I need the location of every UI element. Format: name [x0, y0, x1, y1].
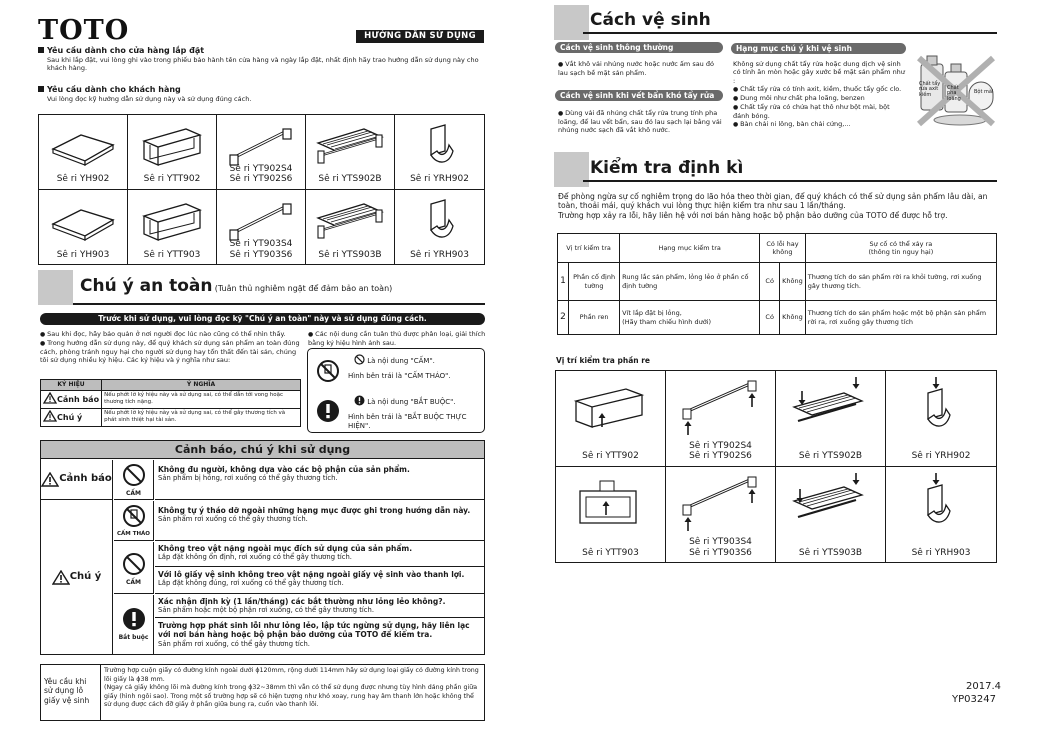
warning-row: Trường hợp phát sinh lỗi như lỏng lẻo, lập tức ngừng sử dụng, hãy liên lạc với nơi bán hàng hoặc bộ phận bảo dưỡng của TOTO để kiểm tra. Sản phẩm rơi xuống, có thể gây thương tích. [158, 621, 470, 648]
product-label: Sê ri YRH902 [911, 451, 971, 462]
symbol-meaning: Nếu phớt lờ ký hiệu này và sử dụng sai, có thể gây thương tích và phát sinh thiệt hại tài sản. [102, 408, 301, 426]
inspection-title: Kiểm tra định kì [590, 158, 744, 178]
inspection-header: Vị trí kiểm tra [558, 234, 620, 263]
product-label: Sê ri YT902S4 Sê ri YT902S6 [229, 163, 293, 185]
safety-subtitle: (Tuân thủ nghiêm ngặt để đảm bảo an toàn) [214, 284, 393, 293]
symbol-label: Cảnh báo [57, 394, 100, 404]
cleaning-normal-text: ● Vắt khô vải nhúng nước hoặc nước ấm sau đó lau sạch bề mặt sản phẩm. [558, 60, 723, 77]
footer [952, 681, 1006, 706]
cleaning-title: Cách vệ sinh [590, 10, 711, 30]
inspection-header: Hạng mục kiểm tra [620, 234, 760, 263]
warning-triangle-icon [52, 570, 70, 585]
screw-check-cell [886, 467, 996, 563]
screw-check-cell [776, 371, 886, 467]
screw-check-cell [666, 467, 776, 563]
customer-req-text: Vui lòng đọc kỹ hướng dẫn sử dụng này và sử dụng đúng cách. [47, 95, 252, 103]
mandatory-line1: Là nội dung "BẮT BUỘC". [367, 397, 456, 406]
store-req-text: Sau khi lắp đặt, vui lòng ghi vào trong phiếu bảo hành tên cửa hàng và ngày lắp đặt, nhất định hãy trao hướng dẫn sử dụng này cho khách hàng. [47, 56, 479, 73]
icon-cam-label: CẤM [125, 578, 142, 586]
paper-note-label: Yêu cầu khi sử dụng lô giấy vệ sinh [41, 665, 101, 720]
product-cell [128, 190, 217, 265]
prohibit-line1: Là nội dung "CẤM". [367, 356, 435, 365]
cleaning-stubborn-head: Cách vệ sinh khi vết bẩn khó tẩy rửa [555, 90, 723, 101]
product-cell [39, 115, 128, 190]
inspection-intro: Để phòng ngừa sự cố nghiêm trọng do lão hóa theo thời gian, để quý khách có thể sử dụng sản phẩm lâu dài, an toàn, thoải mái, quý khách vui lòng thực hiện kiểm tra như sau 1 lần/tháng. Trường hợp xảy ra lỗi, hãy liên hệ với nơi bán hàng hoặc bộ phận bảo dưỡng của TOTO để được hỗ trợ. [558, 192, 988, 220]
mandatory-desc [348, 395, 482, 430]
bottle-label: Chất tẩy rửa axit kiềm [919, 81, 941, 98]
product-cell [395, 115, 484, 190]
product-cell [217, 190, 306, 265]
product-cell [395, 190, 484, 265]
screw-check-title: Vị trí kiểm tra phần re [556, 356, 650, 365]
prohibit-icon [122, 463, 146, 487]
product-cell [306, 190, 395, 265]
mandatory-icon [122, 607, 146, 631]
cleaning-caution-head: Hạng mục chú ý khi vệ sinh [731, 43, 906, 54]
footer-code: YP03247 [952, 693, 996, 705]
safety-bullet: ● Sau khi đọc, hãy bảo quản ở nơi người đọc lúc nào cũng có thể nhìn thấy. [40, 330, 302, 339]
bottle-label: Bột mài [974, 89, 994, 95]
section-marker [38, 270, 73, 305]
cleaning-normal-head: Cách vệ sinh thông thường [555, 42, 723, 53]
warning-triangle-icon [41, 472, 59, 487]
customer-req-heading: Yêu cầu dành cho khách hàng [38, 85, 488, 95]
warnings-title: Cảnh báo, chú ý khi sử dụng [41, 441, 484, 459]
store-req-heading: Yêu cầu dành cho cửa hàng lắp đặt [38, 46, 488, 56]
product-cell [217, 115, 306, 190]
safety-heading [80, 276, 392, 297]
product-cell [39, 190, 128, 265]
warning-row: Với lô giấy vệ sinh không treo vật nặng ngoài giấy vệ sinh vào thanh lợi. Lắp đặt không đúng, rơi xuống có thể gây thương tích. [155, 568, 484, 594]
bottle-label: Chất pha loãng [947, 85, 961, 102]
screw-check-grid [555, 370, 997, 563]
warning-row: Không treo vật nặng ngoài mục đích sử dụng của sản phẩm. Lắp đặt không ổn định, rơi xuống có thể gây thương tích. [155, 542, 484, 567]
screw-check-cell [886, 371, 996, 467]
inspection-row: 2 Phần ren Vít lắp đặt bị lỏng, (Hãy tham chiếu hình dưới) Có Không Thương tích do sản phẩm hoặc một bộ phận sản phẩm rời ra, rơi xuống gây thương tích [558, 301, 997, 335]
divider [73, 303, 485, 305]
no-disassemble-icon [122, 504, 146, 528]
warning-row: Không tự ý tháo dỡ ngoài những hạng mục được ghi trong hướng dẫn này. Sản phẩm rơi xuống có thể gây thương tích. [155, 501, 484, 541]
meaning-header: Ý NGHĨA [102, 380, 301, 391]
safety-bullet: ● Trong hướng dẫn sử dụng này, để quý khách sử dụng sản phẩm an toàn đúng cách, phòng tránh nguy hại cho người sử dụng hay tổn thất đến tài sản, chúng tôi sử dụng nhiều ký hiệu. Các ký hiệu và ý nghĩa như sau: [40, 339, 302, 365]
icon-cam-cell-2 [114, 542, 154, 594]
caution-item: ● Chất tẩy rửa có tính axit, kiềm, thuốc tẩy gốc clo. [733, 85, 905, 94]
product-label: Sê ri YTT902 [143, 174, 201, 185]
icon-cam-thao-label: CẤM THÁO [117, 530, 150, 537]
cleaning-stubborn-text: ● Dùng vải đã nhúng chất tẩy rửa trung tính pha loãng, để lau vết bẩn, sau đó lau sạch lại bằng vải nhúng nước sạch đã vắt khô nước. [558, 109, 723, 135]
warning-triangle-icon [43, 392, 57, 407]
symbol-caution [41, 408, 102, 426]
product-label: Sê ri YRH902 [410, 174, 469, 185]
warning-triangle-icon [43, 410, 57, 425]
product-label: Sê ri YTS902B [798, 451, 863, 462]
product-label: Sê ri YTT903 [582, 547, 639, 558]
product-label: Sê ri YTT902 [582, 451, 639, 462]
product-cell [128, 115, 217, 190]
inspection-row: 1 Phần cố định tường Rung lắc sản phẩm, lỏng lẻo ở phần cố định tường Có Không Thương tích do sản phẩm rời ra khỏi tường, rơi xuống gây thương tích. [558, 263, 997, 301]
pictogram-legend [307, 348, 485, 433]
prohibit-icon [122, 552, 146, 576]
inspection-header: Có lỗi hay không [760, 234, 806, 263]
caution-level-label: Chú ý [41, 500, 113, 655]
safety-bullet: ● Các nội dung cần tuân thủ được phân loại, giải thích bằng ký hiệu hình ảnh sau. [308, 330, 486, 347]
icon-cam-label: CẤM [125, 489, 142, 497]
product-label: Sê ri YH902 [56, 174, 110, 185]
icon-cam-cell [114, 460, 154, 500]
icon-bat-buoc-label: Bắt buộc [118, 633, 149, 641]
product-label: Sê ri YH903 [56, 249, 110, 260]
screw-check-cell [776, 467, 886, 563]
icon-bat-buoc-cell [114, 595, 154, 655]
store-requirements [38, 46, 488, 73]
symbol-warning [41, 390, 102, 408]
divider [583, 32, 997, 34]
caution-item: ● Dung môi như chất pha loãng, benzen [733, 94, 905, 103]
warnings-block [40, 440, 485, 655]
product-label: Sê ri YT903S4 Sê ri YT903S6 [229, 239, 293, 260]
product-label: Sê ri YTS903B [798, 547, 863, 558]
prohibit-line2: Hình bên trái là "CẤM THÁO". [348, 371, 451, 380]
product-label: Sê ri YRH903 [410, 249, 469, 260]
caution-item: ● Bàn chải ni lông, bàn chải cứng,... [733, 120, 905, 129]
inspection-table [557, 233, 997, 335]
paper-note-text: Trường hợp cuộn giấy có đường kính ngoài dưới ϕ120mm, rộng dưới 114mm hãy sử dụng loại giấy có đường kính trong lõi giấy là ϕ38 mm. (Ngay cả giấy không lõi mà đường kính trong ϕ32~38mm thì vẫn có thể sử dụng được nhưng tùy hình dáng phần giữa giấy (hình ngôi sao). Trong một số trường hợp sẽ có hiện tượng như khó xoay, rung hay âm thanh lớn hoặc không thể sử dụng được cách đỡ giấy ở phần giữa bung ra, cuốn vào thanh lõi. [104, 667, 479, 708]
product-label: Sê ri YTT903 [143, 249, 201, 260]
symbol-header: KÝ HIỆU [41, 380, 102, 391]
no-disassemble-icon [316, 359, 340, 386]
guide-title: HƯỚNG DẪN SỬ DỤNG [356, 30, 484, 43]
cleaning-caution-body: Không sử dụng chất tẩy rửa hoặc dung dịch vệ sinh có tính ăn mòn hoặc gây xước bề mặt sản phẩm như : ● Chất tẩy rửa có tính axit, kiềm, thuốc tẩy gốc clo. ● Dung môi như chất pha loãng, benzen ● Chất tẩy rửa có chứa hạt thô như bột mài, bột đánh bóng. ● Bàn chải ni lông, bàn chải cứng,... [733, 60, 905, 129]
warning-level-label: Cảnh báo [41, 460, 113, 500]
icon-cam-thao-cell [114, 501, 154, 541]
inspection-header: Sự cố có thể xảy ra (thông tin nguy hại) [805, 234, 996, 263]
prohibit-icon [354, 354, 365, 368]
product-label: Sê ri YRH903 [911, 547, 971, 558]
warning-row: Không đu người, không dựa vào các bộ phận của sản phẩm. Sản phẩm bị hỏng, rơi xuống có thể gây thương tích. [155, 460, 484, 500]
divider [583, 180, 997, 182]
footer-date: 2017.4 [966, 681, 1001, 692]
customer-requirements [38, 85, 488, 103]
screw-check-cell [556, 467, 666, 563]
symbol-table [40, 379, 301, 427]
safety-bar: Trước khi sử dụng, vui lòng đọc kỹ "Chú ý an toàn" này và sử dụng đúng cách. [40, 313, 485, 325]
symbol-label: Chú ý [57, 412, 83, 422]
prohibit-desc [348, 354, 451, 381]
product-cell [306, 115, 395, 190]
screw-check-cell [556, 371, 666, 467]
safety-bullets-left [40, 330, 302, 364]
caution-item: ● Chất tẩy rửa có chứa hạt thô như bột mài, bột đánh bóng. [733, 103, 905, 120]
prohibited-cleaners-illustration [915, 52, 997, 130]
product-label: Sê ri YT902S4 Sê ri YT902S6 [689, 440, 752, 462]
paper-note [40, 664, 485, 721]
section-marker [554, 5, 589, 40]
safety-bullet-right [308, 330, 486, 347]
safety-title: Chú ý an toàn [80, 276, 213, 296]
mandatory-line2: Hình bên trái là "BẮT BUỘC THỰC HIỆN". [348, 412, 467, 430]
product-label: Sê ri YT903S4 Sê ri YT903S6 [689, 537, 752, 558]
warning-row: Xác nhận định kỳ (1 lần/tháng) các bắt thường như lỏng lẻo không?. Sản phẩm hoặc một bộ phận rơi xuống, có thể gây thương tích. [155, 595, 484, 618]
product-grid [38, 114, 485, 265]
mandatory-small-icon [354, 395, 365, 409]
toto-logo: TOTO [38, 15, 130, 46]
symbol-meaning: Nếu phớt lờ ký hiệu này và sử dụng sai, có thể dẫn tới vong hoặc thương tích nặng. [102, 390, 301, 408]
screw-check-cell [666, 371, 776, 467]
product-label: Sê ri YTS903B [318, 249, 382, 260]
product-label: Sê ri YTS902B [318, 174, 382, 185]
mandatory-icon [316, 399, 340, 426]
